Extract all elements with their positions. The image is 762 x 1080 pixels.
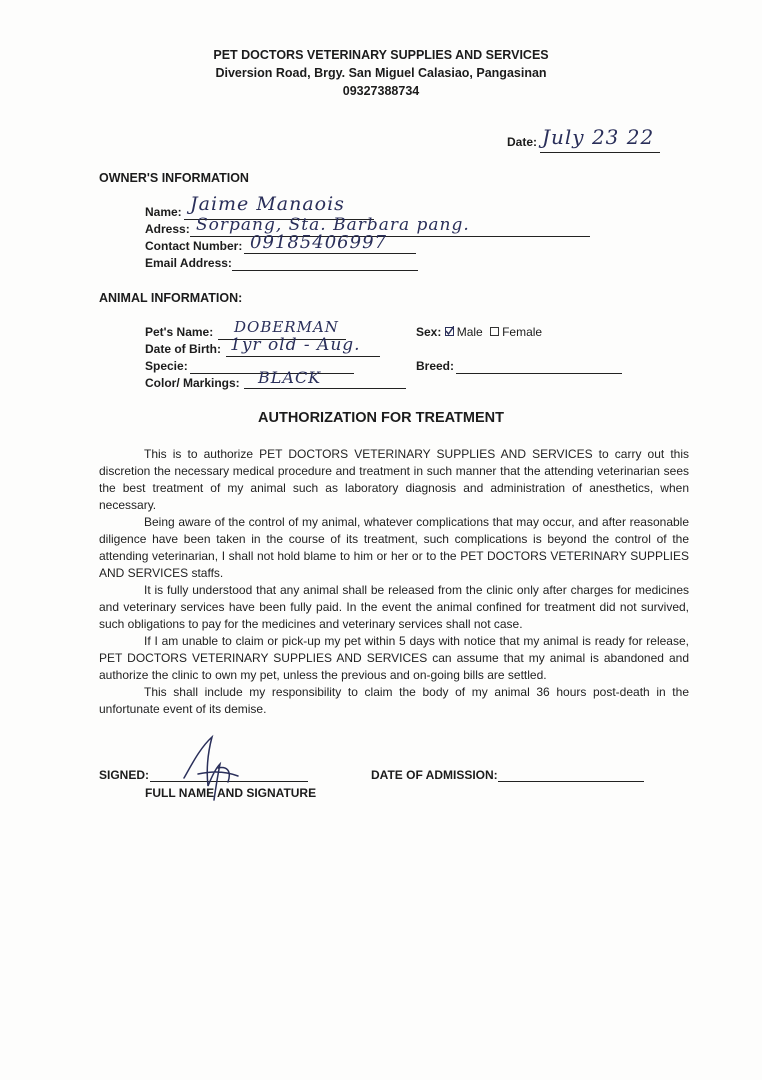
authorization-paragraph: Being aware of the control of my animal, whatever complications that may occur, and after reasonable diligence have been taken in the course of its treatment, such complications is beyond the control of the attending veterinarian, I shall not hold blame to him or her or to the PET DOCTORS VETERINARY SUPPLIES AND SERVICES staffs. xyxy=(99,515,689,580)
owner-name-label: Name: xyxy=(145,205,182,219)
contact-number-value[interactable]: 09185406997 xyxy=(250,232,387,253)
check-mark-icon xyxy=(445,326,454,335)
date-of-birth-line xyxy=(226,356,380,357)
owner-address-label: Adress: xyxy=(145,222,190,236)
authorization-paragraph: This shall include my responsibility to claim the body of my animal 36 hours post-death in the unfortunate event of its demise. xyxy=(99,685,689,716)
authorization-paragraph: This is to authorize PET DOCTORS VETERINARY SUPPLIES AND SERVICES to carry out this discretion the necessary medical procedure and treatment in such manner that the attending veterinarian sees the best treatment of my animal such as laboratory diagnosis and administration of anesthetics, when necessary. xyxy=(99,447,689,512)
owner-address-value[interactable]: Sorpang, Sta. Barbara pang. xyxy=(196,215,470,235)
color-markings-value[interactable]: BLACK xyxy=(258,368,322,387)
authorization-paragraph: If I am unable to claim or pick-up my pet within 5 days with notice that my animal is ready for release, PET DOCTORS VETERINARY SUPPLIES AND SERVICES can assume that my animal is abandoned and authorize the clinic to own my pet, unless the previous and on-going bills are settled. xyxy=(99,634,689,682)
contact-number-label: Contact Number: xyxy=(145,239,243,253)
breed-label: Breed: xyxy=(416,359,455,373)
owner-name-value[interactable]: Jaime Manaois xyxy=(190,193,345,215)
specie-label: Specie: xyxy=(145,359,188,373)
contact-number-line xyxy=(244,253,416,254)
male-checkbox[interactable] xyxy=(445,327,454,336)
date-of-birth-label: Date of Birth: xyxy=(145,342,221,356)
date-of-birth-value[interactable]: 1yr old - Aug. xyxy=(230,335,361,355)
date-of-admission-line xyxy=(498,781,644,782)
authorization-title: AUTHORIZATION FOR TREATMENT xyxy=(258,410,504,426)
female-option-label: Female xyxy=(502,325,543,339)
male-option-label: Male xyxy=(456,325,483,339)
pet-name-value[interactable]: DOBERMAN xyxy=(234,318,339,336)
pet-name-label: Pet's Name: xyxy=(145,325,214,339)
color-markings-label: Color/ Markings: xyxy=(145,376,240,390)
email-address-label: Email Address: xyxy=(145,256,232,270)
date-of-admission-label: DATE OF ADMISSION: xyxy=(371,768,498,782)
full-name-signature-label: FULL NAME AND SIGNATURE xyxy=(145,786,317,800)
date-label: Date: xyxy=(507,135,538,149)
breed-line xyxy=(456,373,622,374)
female-checkbox[interactable] xyxy=(490,327,499,336)
owner-section-title: OWNER'S INFORMATION xyxy=(99,171,249,185)
sex-field xyxy=(416,325,542,339)
date-value[interactable]: July 23 22 xyxy=(542,125,655,149)
clinic-name: PET DOCTORS VETERINARY SUPPLIES AND SERVICES xyxy=(213,48,549,62)
sex-label: Sex: xyxy=(416,325,442,339)
clinic-phone: 09327388734 xyxy=(342,84,420,98)
authorization-body xyxy=(99,446,689,718)
signed-label: SIGNED: xyxy=(99,768,150,782)
handwritten-signature xyxy=(178,734,246,804)
clinic-address: Diversion Road, Brgy. San Miguel Calasiao, Pangasinan xyxy=(215,66,547,80)
date-line xyxy=(540,152,660,153)
color-markings-line xyxy=(244,388,406,389)
email-address-line xyxy=(232,270,418,271)
animal-section-title: ANIMAL INFORMATION: xyxy=(99,291,243,305)
authorization-paragraph: It is fully understood that any animal shall be released from the clinic only after charges for medicines and veterinary services have been fully paid. In the event the animal confined for treatment did not survived, such obligations to pay for the medicines and veterinary services shall not case. xyxy=(99,583,689,631)
